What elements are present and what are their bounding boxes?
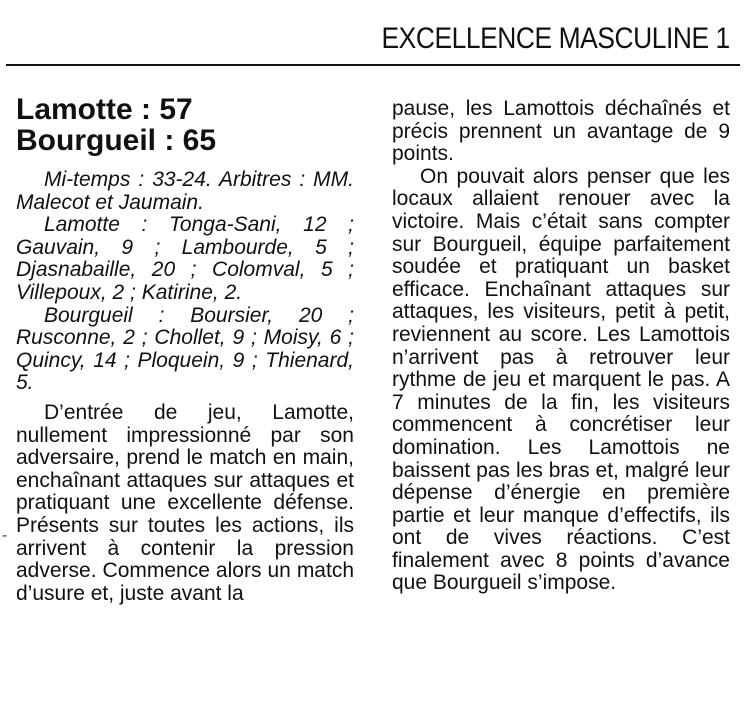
header-rule [6,64,740,66]
match-summary [16,169,354,395]
article-paragraph: D’entrée de jeu, Lamotte, nullement impressionné par son adversaire, prend le match en main, enchaînant attaques sur attaques et pratiquant une excellente défense. Présents sur toutes les actions, ils arrivent à contenir la pression adverse. Commence alors un match d’usure et, juste avant la [16,400,354,605]
bourgueil-lineup: Bourgueil : Boursier, 20 ; Rusconne, 2 ; Chollet, 9 ; Moisy, 6 ; Quincy, 14 ; Ploquein, 9 ; Thienard, 5. [16,303,354,395]
article-paragraph: On pouvait alors penser que les locaux allaient renouer avec la victoire. Mais c’était sans compter sur Bourgueil, équipe parfaitement soudée et pratiquant un basket efficace. Enchaînant attaques sur attaques, les visiteurs, petit à petit, reviennent au score. Les Lamottois n’arrivent pas à retrouver leur rythme de jeu et marquent le pas. A 7 minutes de la fin, les visiteurs commencent à concrétiser leur domination. Les Lamottois ne baissent pas les bras et, malgré leur dépense d’énergie en première partie et leur manque d’effectifs, ils ont de vives réactions. C’est finalement avec 8 points d’avance que Bourgueil s’impose. [392,164,730,595]
left-column [16,88,354,605]
gutter-mark: - [2,527,8,544]
away-score: Bourgueil : 65 [16,124,217,157]
lamotte-lineup: Lamotte : Tonga-Sani, 12 ; Gauvain, 9 ; Lambourde, 5 ; Djasnabaille, 20 ; Colomval, 5 ; Villepoux, 2 ; Katirine, 2. [16,213,354,304]
right-column [392,98,730,595]
halftime-referees: Mi-temps : 33-24. Arbitres : MM. Malecot et Jaumain. [16,168,354,214]
section-title: EXCELLENCE MASCULINE 1 [381,22,730,55]
score-headline [16,94,354,156]
home-score: Lamotte : 57 [16,93,193,126]
article-body-left [16,402,354,605]
article-paragraph-continued: pause, les Lamottois déchaînés et précis prennent un avantage de 9 points. [392,97,730,166]
